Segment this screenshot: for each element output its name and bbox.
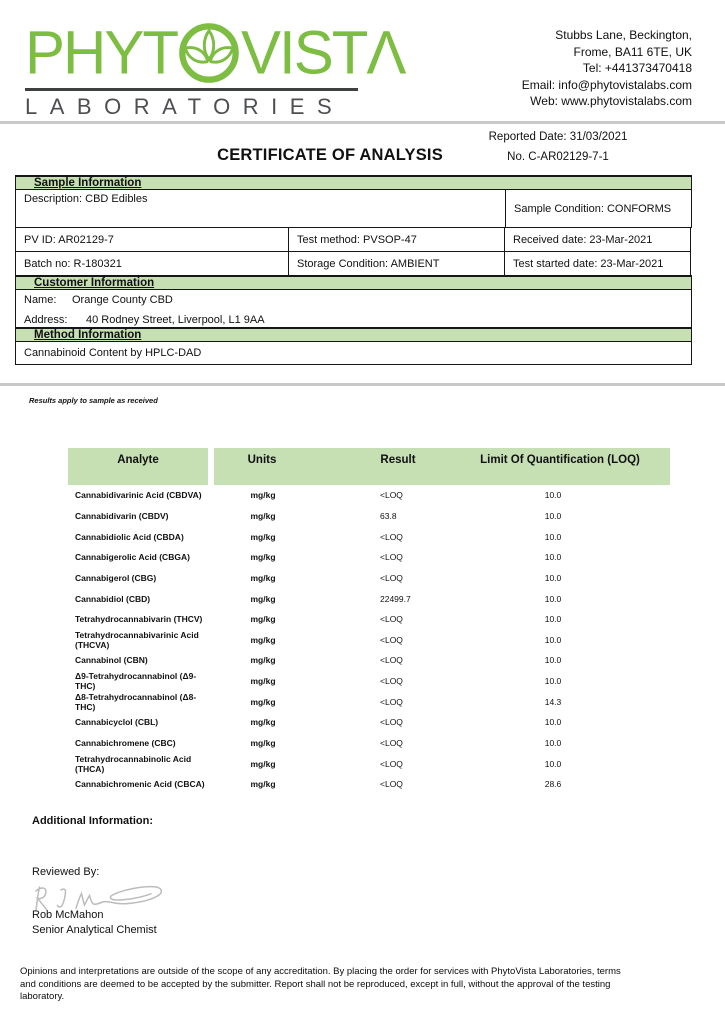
- loq-cell: 10.0: [544, 572, 562, 583]
- units-cell: mg/kg: [250, 593, 276, 604]
- certificate-number: No. C-AR02129-7-1: [507, 151, 609, 163]
- result-cell: <LOQ: [380, 490, 403, 501]
- logo-subtitle: LABORATORIES: [25, 94, 345, 119]
- analyte-cell: Cannabidivarinic Acid (CBDVA): [75, 490, 202, 501]
- loq-cell: 14.3: [544, 696, 562, 707]
- loq-cell: 10.0: [544, 614, 562, 625]
- results-header-analyte-box: [68, 448, 208, 485]
- loq-cell: 10.0: [544, 738, 562, 748]
- units-cell: mg/kg: [250, 552, 276, 563]
- logo-text-right: VIST: [241, 18, 367, 87]
- sample-condition-cell: Sample Condition: CONFORMS: [505, 189, 692, 228]
- result-row: [68, 774, 670, 795]
- customer-name-line: [24, 294, 691, 306]
- analyte-cell: Δ9-Tetrahydrocannabinol (Δ9-THC): [75, 671, 197, 692]
- batch-no-cell: Batch no: R-180321: [15, 251, 289, 276]
- header-divider-line: [0, 121, 725, 124]
- result-row: [68, 547, 670, 568]
- result-row: [68, 691, 670, 712]
- logo-text-lambda: Λ: [366, 18, 405, 87]
- loq-cell: 10.0: [544, 510, 562, 521]
- sample-information-header: [15, 175, 692, 190]
- customer-address-line: [24, 314, 691, 326]
- method-cell: Cannabinoid Content by HPLC-DAD: [15, 341, 692, 365]
- result-row: [68, 588, 670, 609]
- result-cell: 63.8: [380, 510, 397, 521]
- units-cell: mg/kg: [250, 490, 276, 501]
- units-cell: mg/kg: [250, 696, 276, 707]
- description-cell: Description: CBD Edibles: [15, 189, 506, 228]
- customer-name-value: Orange County CBD: [72, 294, 173, 306]
- result-row: [68, 733, 670, 754]
- result-row: [68, 609, 670, 630]
- lab-address-line: Email: info@phytovistalabs.com: [521, 77, 692, 92]
- leaf-circle-icon: [178, 22, 240, 84]
- units-cell: mg/kg: [250, 717, 276, 728]
- lab-address-line: Tel: +441373470418: [582, 61, 692, 75]
- information-tables: [15, 176, 692, 365]
- result-cell: <LOQ: [380, 696, 403, 707]
- result-row: [68, 485, 670, 506]
- lab-address-line: Stubbs Lane, Beckington,: [555, 28, 692, 42]
- analyte-cell: Cannabidiol (CBD): [75, 593, 151, 604]
- loq-cell: 10.0: [544, 490, 562, 501]
- result-cell: <LOQ: [380, 614, 403, 625]
- results-header-values-box: [214, 448, 670, 485]
- units-cell: mg/kg: [250, 510, 276, 521]
- column-header-analyte: Analyte: [117, 454, 159, 466]
- pv-id-cell: PV ID: AR02129-7: [15, 227, 289, 252]
- units-cell: mg/kg: [250, 676, 276, 687]
- lab-address-line: Frome, BA11 6TE, UK: [573, 44, 692, 59]
- units-cell: mg/kg: [250, 779, 276, 790]
- sample-description-row: [15, 189, 692, 228]
- result-cell: <LOQ: [380, 531, 403, 542]
- loq-cell: 10.0: [544, 634, 562, 645]
- units-cell: mg/kg: [250, 531, 276, 542]
- units-cell: mg/kg: [250, 655, 276, 666]
- result-cell: <LOQ: [380, 676, 403, 687]
- customer-address-label: Address:: [24, 314, 68, 326]
- test-started-date-cell: Test started date: 23-Mar-2021: [504, 251, 691, 276]
- result-row: [68, 506, 670, 527]
- units-cell: mg/kg: [250, 634, 276, 645]
- customer-details-box: [15, 289, 692, 328]
- result-cell: <LOQ: [380, 552, 403, 563]
- units-cell: mg/kg: [250, 738, 276, 748]
- sample-information-title: Sample Information: [34, 177, 142, 189]
- company-logo: [25, 20, 405, 120]
- loq-cell: 28.6: [544, 779, 562, 790]
- loq-cell: 10.0: [544, 552, 562, 563]
- result-cell: <LOQ: [380, 717, 403, 728]
- additional-information-label: Additional Information:: [32, 815, 153, 827]
- reported-date: Reported Date: 31/03/2021: [488, 131, 628, 143]
- analyte-cell: Cannabidiolic Acid (CBDA): [75, 531, 184, 542]
- results-note: Results apply to sample as received: [29, 396, 158, 405]
- batch-row: [15, 251, 692, 276]
- method-information-title: Method Information: [34, 329, 142, 341]
- analyte-cell: Tetrahydrocannabivarinic Acid (THCVA): [75, 629, 199, 650]
- result-row: [68, 671, 670, 692]
- result-row: [68, 712, 670, 733]
- analyte-cell: Cannabigerolic Acid (CBGA): [75, 552, 190, 563]
- result-row: [68, 568, 670, 589]
- analyte-cell: Cannabigerol (CBG): [75, 572, 157, 583]
- loq-cell: 10.0: [544, 758, 562, 769]
- analyte-cell: Cannabicyclol (CBL): [75, 717, 159, 728]
- storage-condition-cell: Storage Condition: AMBIENT: [288, 251, 505, 276]
- customer-address-value: 40 Rodney Street, Liverpool, L1 9AA: [86, 314, 265, 326]
- analyte-cell: Cannabinol (CBN): [75, 655, 148, 666]
- lab-address: [522, 27, 692, 110]
- result-cell: <LOQ: [380, 738, 403, 748]
- logo-wordmark: [25, 20, 405, 86]
- disclaimer-text: Opinions and interpretations are outside of the scope of any accreditation. By placing the order for services with PhytoVista Laboratories, terms and conditions are deemed to be accepted by the submitter. Report shall not be reproduced, except in full, without the approval of the testing laboratory.: [20, 966, 621, 1002]
- analyte-cell: Cannabichromene (CBC): [75, 738, 176, 748]
- result-row: [68, 753, 670, 774]
- reviewed-by-label: Reviewed By:: [32, 866, 100, 878]
- analyte-cell: Cannabichromenic Acid (CBCA): [75, 779, 205, 790]
- customer-information-title: Customer Information: [34, 277, 155, 289]
- sample-ids-row: [15, 227, 692, 252]
- reviewer-name: Rob McMahon: [32, 909, 104, 921]
- lab-address-line: Web: www.phytovistalabs.com: [530, 94, 692, 108]
- method-information-header: [15, 327, 692, 342]
- analyte-cell: Δ8-Tetrahydrocannabinol (Δ8-THC): [75, 691, 197, 712]
- analyte-cell: Tetrahydrocannabivarin (THCV): [75, 614, 203, 625]
- reviewer-title: Senior Analytical Chemist: [32, 924, 157, 936]
- logo-text-left: PHYT: [25, 18, 178, 87]
- result-cell: <LOQ: [380, 655, 403, 666]
- results-rows: [68, 485, 670, 795]
- result-cell: 22499.7: [380, 593, 411, 604]
- section-divider-line: [0, 383, 725, 386]
- loq-cell: 10.0: [544, 655, 562, 666]
- result-cell: <LOQ: [380, 634, 403, 645]
- customer-name-label: Name:: [24, 294, 57, 306]
- analyte-cell: Tetrahydrocannabinolic Acid (THCA): [75, 753, 192, 774]
- received-date-cell: Received date: 23-Mar-2021: [504, 227, 691, 252]
- loq-cell: 10.0: [544, 676, 562, 687]
- page-title: CERTIFICATE OF ANALYSIS: [217, 146, 443, 164]
- column-header-loq: Limit Of Quantification (LOQ): [480, 454, 640, 466]
- customer-information-header: [15, 275, 692, 290]
- result-cell: <LOQ: [380, 779, 403, 790]
- units-cell: mg/kg: [250, 758, 276, 769]
- units-cell: mg/kg: [250, 614, 276, 625]
- column-header-units: Units: [247, 454, 277, 466]
- result-cell: <LOQ: [380, 572, 403, 583]
- result-row: [68, 650, 670, 671]
- logo-divider: [25, 88, 358, 91]
- loq-cell: 10.0: [544, 593, 562, 604]
- column-header-result: Result: [380, 454, 416, 466]
- units-cell: mg/kg: [250, 572, 276, 583]
- result-row: [68, 526, 670, 547]
- test-method-cell: Test method: PVSOP-47: [288, 227, 505, 252]
- analyte-cell: Cannabidivarin (CBDV): [75, 510, 169, 521]
- result-cell: <LOQ: [380, 758, 403, 769]
- loq-cell: 10.0: [544, 717, 562, 728]
- result-row: [68, 629, 670, 650]
- loq-cell: 10.0: [544, 531, 562, 542]
